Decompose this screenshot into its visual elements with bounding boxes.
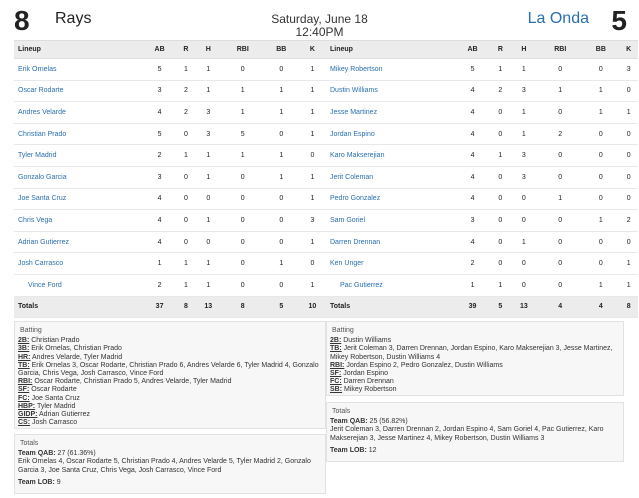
stat-cell-rbi: 1 xyxy=(222,80,264,102)
stat-cell-bb: 1 xyxy=(582,102,619,124)
player-name-link[interactable]: Jesse Martinez xyxy=(326,102,454,124)
home-qab-label: Team QAB: xyxy=(330,418,368,426)
batting-stat-label: TB: xyxy=(18,361,30,369)
batting-stat-text: Oscar Rodarte, Christian Prado 5, Andres Velarde, Tyler Madrid xyxy=(32,378,232,386)
stat-cell-k: 0 xyxy=(619,80,638,102)
stat-cell-h: 1 xyxy=(195,253,222,275)
stat-cell-rbi: 1 xyxy=(222,102,264,124)
stat-cell-bb: 0 xyxy=(582,123,619,145)
column-header-lineup: Lineup xyxy=(14,41,142,59)
player-name-link[interactable]: Karo Makserejian xyxy=(326,145,454,167)
stat-cell-bb: 0 xyxy=(264,59,299,81)
stat-cell-h: 1 xyxy=(195,80,222,102)
column-header-h: H xyxy=(510,41,539,59)
stat-cell-bb: 1 xyxy=(264,145,299,167)
stat-cell-ab: 1 xyxy=(454,274,491,296)
home-qab-value: 25 (56.82%) xyxy=(367,418,408,426)
stat-cell-k: 3 xyxy=(299,210,326,232)
stat-cell-h: 1 xyxy=(195,166,222,188)
stat-cell-rbi: 0 xyxy=(538,166,582,188)
batting-stat-line xyxy=(330,378,619,386)
table-row xyxy=(14,102,326,124)
batting-stat-line xyxy=(18,362,321,378)
player-name-link[interactable]: Dustin Williams xyxy=(326,80,454,102)
batting-stat-text: Christian Prado xyxy=(29,337,80,345)
stat-cell-r: 0 xyxy=(491,231,510,253)
column-header-bb: BB xyxy=(582,41,619,59)
stat-cell-r: 0 xyxy=(177,123,195,145)
stat-cell-r: 0 xyxy=(491,102,510,124)
away-batting-title: Batting xyxy=(20,327,42,334)
batting-stat-line xyxy=(330,370,619,378)
stat-cell-h: 0 xyxy=(510,253,539,275)
batting-stat-line xyxy=(18,395,321,403)
batting-stat-text: Jordan Espino xyxy=(341,370,388,378)
stat-cell-bb: 0 xyxy=(582,231,619,253)
stat-cell-h: 0 xyxy=(510,274,539,296)
batting-stat-line xyxy=(18,337,321,345)
stat-cell-bb: 0 xyxy=(264,274,299,296)
total-cell-rbi: 8 xyxy=(222,296,264,317)
player-name-link[interactable]: Chris Vega xyxy=(14,210,142,232)
away-header-row xyxy=(14,41,326,59)
batting-stat-text: Erik Ornelas 3, Oscar Rodarte, Christian Prado 6, Andres Velarde 6, Tyler Madrid 4, Gonzalo Garcia, Chris Vega, Josh Carrasco, Vince Ford xyxy=(18,361,319,378)
stat-cell-rbi: 0 xyxy=(222,253,264,275)
batting-stat-text: Mikey Robertson xyxy=(342,386,397,394)
stat-cell-r: 0 xyxy=(177,210,195,232)
batting-stat-line xyxy=(18,378,321,386)
batting-stat-label: RBI: xyxy=(330,361,345,369)
batting-stat-text: Oscar Rodarte xyxy=(29,386,77,394)
stat-cell-k: 3 xyxy=(619,59,638,81)
stat-cell-bb: 0 xyxy=(582,166,619,188)
player-name-link[interactable]: Andres Velarde xyxy=(14,102,142,124)
stat-cell-rbi: 0 xyxy=(538,253,582,275)
stat-cell-ab: 3 xyxy=(142,166,177,188)
player-name-link[interactable]: Ken Unger xyxy=(326,253,454,275)
stat-cell-h: 0 xyxy=(195,188,222,210)
stat-cell-rbi: 1 xyxy=(538,80,582,102)
stat-cell-k: 1 xyxy=(299,166,326,188)
stat-cell-k: 1 xyxy=(299,188,326,210)
stat-cell-bb: 1 xyxy=(582,210,619,232)
home-team-name[interactable]: La Onda xyxy=(527,10,589,27)
player-name-link[interactable]: Darren Drennan xyxy=(326,231,454,253)
batting-stat-label: SB: xyxy=(330,386,343,394)
batting-stat-label: RBI: xyxy=(18,378,33,386)
batting-stat-line xyxy=(18,403,321,411)
player-name-link[interactable]: Josh Carrasco xyxy=(14,253,142,275)
stat-cell-rbi: 0 xyxy=(222,231,264,253)
batting-stat-label: SF: xyxy=(18,386,30,394)
batting-stat-text: Josh Carrasco xyxy=(30,419,78,427)
table-row xyxy=(14,80,326,102)
stat-cell-r: 2 xyxy=(177,102,195,124)
stat-cell-rbi: 0 xyxy=(222,59,264,81)
stat-cell-ab: 4 xyxy=(454,123,491,145)
batting-stat-text: Adrian Gutierrez xyxy=(37,411,90,419)
stat-cell-r: 1 xyxy=(491,59,510,81)
table-row xyxy=(326,188,638,210)
away-score: 8 xyxy=(14,5,30,36)
stat-cell-r: 0 xyxy=(491,166,510,188)
batting-stat-text: Andres Velarde, Tyler Madrid xyxy=(30,353,123,361)
batting-stat-label: SF: xyxy=(330,370,342,378)
stat-cell-r: 1 xyxy=(491,145,510,167)
stat-cell-k: 0 xyxy=(619,123,638,145)
total-cell-k: 10 xyxy=(299,296,326,317)
stat-cell-ab: 4 xyxy=(454,80,491,102)
player-name-link[interactable]: Jerit Coleman xyxy=(326,166,454,188)
batting-stat-text: Tyler Madrid xyxy=(35,402,76,410)
stat-cell-ab: 2 xyxy=(142,274,177,296)
stat-cell-h: 3 xyxy=(195,102,222,124)
batting-stat-label: 3B: xyxy=(18,345,30,353)
player-name-link[interactable]: Sam Goriel xyxy=(326,210,454,232)
table-row xyxy=(14,274,326,296)
stat-cell-bb: 1 xyxy=(264,102,299,124)
stat-cell-k: 0 xyxy=(619,188,638,210)
stat-cell-r: 1 xyxy=(177,145,195,167)
stat-cell-ab: 5 xyxy=(142,59,177,81)
home-batting-notes xyxy=(326,321,624,396)
batting-stat-label: FC: xyxy=(330,378,342,386)
stat-cell-rbi: 0 xyxy=(538,274,582,296)
batting-stat-label: HR: xyxy=(18,353,31,361)
home-totals-notes xyxy=(326,402,624,462)
away-team-name: Rays xyxy=(55,10,92,27)
stat-cell-bb: 1 xyxy=(264,166,299,188)
away-totals-title: Totals xyxy=(20,440,39,447)
stat-cell-h: 3 xyxy=(510,145,539,167)
stat-cell-bb: 1 xyxy=(582,274,619,296)
stat-cell-bb: 0 xyxy=(264,231,299,253)
batting-stat-text: Erik Ornelas, Christian Prado xyxy=(29,345,122,353)
stat-cell-ab: 3 xyxy=(142,80,177,102)
away-lob-label: Team LOB: xyxy=(18,478,55,486)
total-cell-rbi: 4 xyxy=(538,296,582,317)
game-time: 12:40PM xyxy=(295,25,344,39)
player-name-link[interactable]: Pedro Gonzalez xyxy=(326,188,454,210)
stat-cell-r: 0 xyxy=(491,123,510,145)
column-header-h: H xyxy=(195,41,222,59)
away-totals-notes xyxy=(14,434,326,494)
stat-cell-h: 3 xyxy=(195,123,222,145)
table-row xyxy=(14,210,326,232)
away-qab-detail: Erik Ornelas 4, Oscar Rodarte 5, Christian Prado 4, Andres Velarde 5, Tyler Madrid 2, Gonzalo Garcia 3, Joe Santa Cruz, Chris Vega, Josh Carrasco, Vince Ford xyxy=(18,458,311,474)
home-batting-title: Batting xyxy=(332,327,354,334)
stat-cell-r: 2 xyxy=(491,80,510,102)
table-row xyxy=(326,80,638,102)
stat-cell-r: 0 xyxy=(491,188,510,210)
batting-stat-line xyxy=(18,345,321,353)
batting-stat-line xyxy=(330,345,619,361)
batting-stat-line xyxy=(330,337,619,345)
batting-stat-line xyxy=(330,362,619,370)
table-row xyxy=(14,145,326,167)
stat-cell-r: 1 xyxy=(177,274,195,296)
stat-cell-ab: 4 xyxy=(142,210,177,232)
total-cell-r: 5 xyxy=(491,296,510,317)
table-row xyxy=(326,166,638,188)
table-row xyxy=(14,166,326,188)
stat-cell-k: 1 xyxy=(619,253,638,275)
away-batting-notes xyxy=(14,321,326,429)
stat-cell-k: 1 xyxy=(619,274,638,296)
batting-stat-label: GIDP: xyxy=(18,411,38,419)
player-name-link[interactable]: Erik Ornelas xyxy=(14,59,142,81)
batting-stat-text: Darren Drennan xyxy=(341,378,394,386)
table-row xyxy=(326,274,638,296)
table-row xyxy=(326,253,638,275)
away-lob-value: 9 xyxy=(54,478,61,486)
stat-cell-ab: 5 xyxy=(142,123,177,145)
stat-cell-h: 1 xyxy=(195,274,222,296)
player-name-link[interactable]: Vince Ford xyxy=(14,274,142,296)
stat-cell-r: 1 xyxy=(177,253,195,275)
table-row xyxy=(326,145,638,167)
stat-cell-h: 3 xyxy=(510,166,539,188)
stat-cell-bb: 1 xyxy=(582,80,619,102)
stat-cell-ab: 4 xyxy=(454,166,491,188)
stat-cell-bb: 0 xyxy=(264,210,299,232)
stat-cell-k: 1 xyxy=(619,102,638,124)
stat-cell-r: 1 xyxy=(177,59,195,81)
table-row xyxy=(14,188,326,210)
batting-stat-line xyxy=(18,354,321,362)
stat-cell-rbi: 1 xyxy=(222,145,264,167)
totals-row xyxy=(326,296,638,317)
stat-cell-rbi: 0 xyxy=(538,145,582,167)
stat-cell-ab: 5 xyxy=(454,59,491,81)
stat-cell-h: 0 xyxy=(510,188,539,210)
home-box-score xyxy=(326,40,638,318)
batting-stat-label: CS: xyxy=(18,419,31,427)
table-row xyxy=(326,102,638,124)
batting-stat-label: FC: xyxy=(18,394,30,402)
column-header-k: K xyxy=(619,41,638,59)
player-name-link[interactable]: Oscar Rodarte xyxy=(14,80,142,102)
stat-cell-rbi: 0 xyxy=(538,59,582,81)
column-header-rbi: RBI xyxy=(538,41,582,59)
table-row xyxy=(14,123,326,145)
batting-stat-label: TB: xyxy=(330,345,342,353)
stat-cell-r: 1 xyxy=(491,274,510,296)
away-box-score xyxy=(14,40,326,318)
total-cell-r: 8 xyxy=(177,296,195,317)
batting-stat-text: Jordan Espino 2, Pedro Gonzalez, Dustin Williams xyxy=(344,361,503,369)
stat-cell-ab: 1 xyxy=(142,253,177,275)
totals-row xyxy=(14,296,326,317)
total-cell-ab: 37 xyxy=(142,296,177,317)
total-cell-h: 13 xyxy=(510,296,539,317)
player-name-link[interactable]: Tyler Madrid xyxy=(14,145,142,167)
home-qab-detail: Jerit Coleman 3, Darren Drennan 2, Jordan Espino 4, Sam Goriel 4, Pac Gutierrez, Karo Makserejian 3, Jesse Martinez 4, Mikey Robertson, Dustin Williams 3 xyxy=(330,426,604,442)
column-header-r: R xyxy=(177,41,195,59)
stat-cell-k: 0 xyxy=(619,231,638,253)
stat-cell-r: 0 xyxy=(177,188,195,210)
stat-cell-r: 0 xyxy=(491,210,510,232)
stat-cell-rbi: 1 xyxy=(538,188,582,210)
stat-cell-bb: 0 xyxy=(264,123,299,145)
batting-stat-line xyxy=(18,386,321,394)
stat-cell-rbi: 2 xyxy=(538,123,582,145)
stat-cell-k: 0 xyxy=(619,166,638,188)
stat-cell-ab: 4 xyxy=(142,102,177,124)
total-cell-ab: 39 xyxy=(454,296,491,317)
totals-label: Totals xyxy=(326,296,454,317)
table-row xyxy=(14,253,326,275)
stat-cell-k: 1 xyxy=(299,59,326,81)
batting-stat-text: Joe Santa Cruz xyxy=(29,394,80,402)
stat-cell-r: 2 xyxy=(177,80,195,102)
stat-cell-h: 1 xyxy=(510,231,539,253)
game-header xyxy=(0,0,639,40)
stat-cell-h: 1 xyxy=(195,59,222,81)
stat-cell-k: 0 xyxy=(299,145,326,167)
batting-stat-text: Dustin Williams xyxy=(341,337,392,345)
total-cell-k: 8 xyxy=(619,296,638,317)
stat-cell-k: 1 xyxy=(299,231,326,253)
home-score: 5 xyxy=(611,5,627,36)
stat-cell-ab: 3 xyxy=(454,210,491,232)
stat-cell-rbi: 0 xyxy=(222,166,264,188)
total-cell-bb: 4 xyxy=(582,296,619,317)
stat-cell-k: 1 xyxy=(299,80,326,102)
total-cell-h: 13 xyxy=(195,296,222,317)
stat-cell-h: 1 xyxy=(195,145,222,167)
batting-stat-line xyxy=(18,411,321,419)
stat-cell-h: 0 xyxy=(510,210,539,232)
stat-cell-r: 0 xyxy=(177,231,195,253)
stat-cell-h: 0 xyxy=(195,231,222,253)
stat-cell-bb: 1 xyxy=(264,80,299,102)
stat-cell-k: 0 xyxy=(299,253,326,275)
column-header-ab: AB xyxy=(454,41,491,59)
stat-cell-ab: 4 xyxy=(454,231,491,253)
stat-cell-rbi: 0 xyxy=(538,231,582,253)
stat-cell-k: 1 xyxy=(299,274,326,296)
stat-cell-rbi: 0 xyxy=(538,210,582,232)
stat-cell-bb: 1 xyxy=(264,253,299,275)
stat-cell-ab: 4 xyxy=(454,102,491,124)
stat-cell-bb: 0 xyxy=(582,188,619,210)
stat-cell-bb: 0 xyxy=(582,59,619,81)
stat-cell-h: 1 xyxy=(510,102,539,124)
stat-cell-rbi: 0 xyxy=(222,210,264,232)
batting-stat-line xyxy=(330,386,619,394)
column-header-k: K xyxy=(299,41,326,59)
stat-cell-rbi: 0 xyxy=(222,274,264,296)
stat-cell-h: 1 xyxy=(510,123,539,145)
batting-stat-label: HBP: xyxy=(18,402,36,410)
column-header-rbi: RBI xyxy=(222,41,264,59)
batting-stat-label: 2B: xyxy=(18,337,30,345)
stat-cell-rbi: 0 xyxy=(222,188,264,210)
player-name-link[interactable]: Christian Prado xyxy=(14,123,142,145)
player-name-link[interactable]: Pac Gutierrez xyxy=(326,274,454,296)
stat-cell-k: 1 xyxy=(299,102,326,124)
table-row xyxy=(326,59,638,81)
table-row xyxy=(14,231,326,253)
column-header-lineup: Lineup xyxy=(326,41,454,59)
stat-cell-h: 1 xyxy=(195,210,222,232)
player-name-link[interactable]: Gonzalo Garcia xyxy=(14,166,142,188)
stat-cell-ab: 2 xyxy=(142,145,177,167)
table-row xyxy=(326,231,638,253)
home-totals-title: Totals xyxy=(332,408,351,415)
stat-cell-rbi: 0 xyxy=(538,102,582,124)
stat-cell-ab: 4 xyxy=(454,145,491,167)
stat-cell-k: 0 xyxy=(619,145,638,167)
batting-stat-line xyxy=(18,419,321,427)
home-lob-label: Team LOB: xyxy=(330,446,367,454)
stat-cell-ab: 4 xyxy=(142,188,177,210)
home-header-row xyxy=(326,41,638,59)
player-name-link[interactable]: Jordan Espino xyxy=(326,123,454,145)
home-lob-value: 12 xyxy=(366,446,377,454)
stat-cell-ab: 4 xyxy=(142,231,177,253)
stat-cell-rbi: 5 xyxy=(222,123,264,145)
stat-cell-k: 2 xyxy=(619,210,638,232)
table-row xyxy=(326,210,638,232)
batting-stat-text: Jerit Coleman 3, Darren Drennan, Jordan Espino, Karo Makserejian 3, Jesse Martinez, Mikey Robertson, Dustin Williams 4 xyxy=(330,345,613,361)
away-qab-label: Team QAB: xyxy=(18,450,56,458)
away-qab-value: 27 (61.36%) xyxy=(55,450,96,458)
total-cell-bb: 5 xyxy=(264,296,299,317)
game-date: Saturday, June 18 xyxy=(271,12,368,26)
stat-cell-r: 0 xyxy=(177,166,195,188)
stat-cell-h: 3 xyxy=(510,80,539,102)
column-header-bb: BB xyxy=(264,41,299,59)
stat-cell-bb: 0 xyxy=(582,253,619,275)
table-row xyxy=(326,123,638,145)
player-name-link[interactable]: Joe Santa Cruz xyxy=(14,188,142,210)
stat-cell-bb: 0 xyxy=(582,145,619,167)
stat-cell-ab: 4 xyxy=(454,188,491,210)
totals-label: Totals xyxy=(14,296,142,317)
player-name-link[interactable]: Adrian Gutierrez xyxy=(14,231,142,253)
stat-cell-r: 0 xyxy=(491,253,510,275)
stat-cell-ab: 2 xyxy=(454,253,491,275)
stat-cell-h: 1 xyxy=(510,59,539,81)
column-header-r: R xyxy=(491,41,510,59)
stat-cell-bb: 0 xyxy=(264,188,299,210)
batting-stat-label: 2B: xyxy=(330,337,342,345)
column-header-ab: AB xyxy=(142,41,177,59)
stat-cell-k: 1 xyxy=(299,123,326,145)
table-row xyxy=(14,59,326,81)
player-name-link[interactable]: Mikey Robertson xyxy=(326,59,454,81)
